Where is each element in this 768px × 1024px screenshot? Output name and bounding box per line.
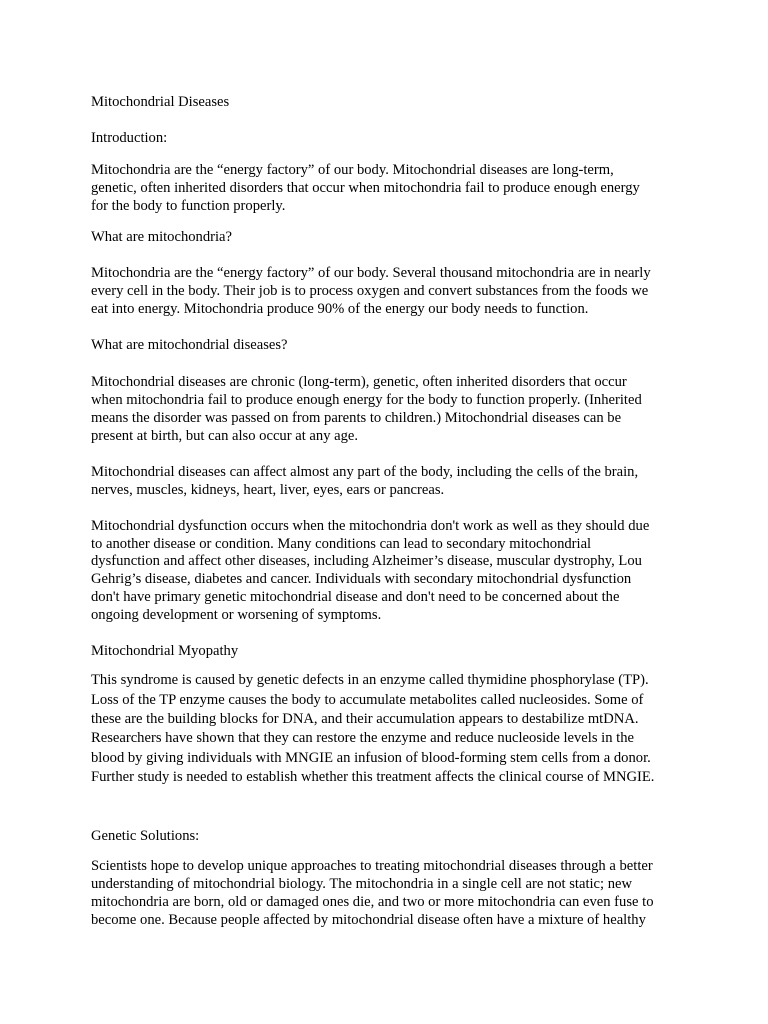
diseases-p3-line-4: Gehrig’s disease, diabetes and cancer. Individuals with secondary mitochondrial dysfunction xyxy=(91,571,632,587)
diseases-p1-line-4: present at birth, but can also occur at any age. xyxy=(91,428,359,444)
myopathy-line-6: Further study is needed to establish whether this treatment affects the clinical course of MNGIE. xyxy=(91,769,655,785)
what-are-mitochondria-heading: What are mitochondria? xyxy=(91,229,233,245)
introduction-heading: Introduction: xyxy=(91,130,168,146)
document-title: Mitochondrial Diseases xyxy=(91,94,230,110)
diseases-p1-line-2: when mitochondria fail to produce enough energy for the body to function properly. (Inherited xyxy=(91,392,642,408)
diseases-p1-line-1: Mitochondrial diseases are chronic (long-term), genetic, often inherited disorders that occur xyxy=(91,374,627,390)
genetic-solutions-line-1: Scientists hope to develop unique approaches to treating mitochondrial diseases through a better xyxy=(91,858,653,874)
diseases-p3-line-3: dysfunction and affect other diseases, including Alzheimer’s disease, muscular dystrophy, Lou xyxy=(91,553,642,569)
genetic-solutions-heading: Genetic Solutions: xyxy=(91,828,200,844)
diseases-p3-line-2: to another disease or condition. Many conditions can lead to secondary mitochondrial xyxy=(91,536,592,552)
genetic-solutions-line-3: mitochondria are born, old or damaged ones die, and two or more mitochondria can even fuse to xyxy=(91,894,654,910)
introduction-line-1: Mitochondria are the “energy factory” of our body. Mitochondrial diseases are long-term, xyxy=(91,162,614,178)
diseases-p1-line-3: means the disorder was passed on from parents to children.) Mitochondrial diseases can be xyxy=(91,410,622,426)
myopathy-line-3: these are the building blocks for DNA, and their accumulation appears to destabilize mtDNA. xyxy=(91,711,639,727)
myopathy-line-4: Researchers have shown that they can restore the enzyme and reduce nucleoside levels in the xyxy=(91,730,634,746)
myopathy-heading: Mitochondrial Myopathy xyxy=(91,643,239,659)
what-are-diseases-heading: What are mitochondrial diseases? xyxy=(91,337,288,353)
diseases-p3-line-1: Mitochondrial dysfunction occurs when the mitochondria don't work as well as they should due xyxy=(91,518,650,534)
genetic-solutions-line-2: understanding of mitochondrial biology. The mitochondria in a single cell are not static; new xyxy=(91,876,633,892)
diseases-p3-line-5: don't have primary genetic mitochondrial disease and don't need to be concerned about the xyxy=(91,589,620,605)
genetic-solutions-line-4: become one. Because people affected by mitochondrial disease often have a mixture of healthy xyxy=(91,912,646,928)
myopathy-line-5: blood by giving individuals with MNGIE an infusion of blood-forming stem cells from a donor. xyxy=(91,750,651,766)
myopathy-line-1: This syndrome is caused by genetic defects in an enzyme called thymidine phosphorylase (TP). xyxy=(91,672,649,688)
diseases-p2-line-2: nerves, muscles, kidneys, heart, liver, eyes, ears or pancreas. xyxy=(91,482,445,498)
diseases-p2-line-1: Mitochondrial diseases can affect almost any part of the body, including the cells of the brain, xyxy=(91,464,639,480)
diseases-p3-line-6: ongoing development or worsening of symptoms. xyxy=(91,607,382,623)
mitochondria-line-3: eat into energy. Mitochondria produce 90% of the energy our body needs to function. xyxy=(91,301,589,317)
introduction-line-2: genetic, often inherited disorders that occur when mitochondria fail to produce enough energy xyxy=(91,180,640,196)
mitochondria-line-1: Mitochondria are the “energy factory” of our body. Several thousand mitochondria are in nearly xyxy=(91,265,651,281)
myopathy-line-2: Loss of the TP enzyme causes the body to accumulate metabolites called nucleosides. Some of xyxy=(91,692,644,708)
mitochondria-line-2: every cell in the body. Their job is to process oxygen and convert substances from the foods we xyxy=(91,283,649,299)
introduction-line-3: for the body to function properly. xyxy=(91,198,286,214)
